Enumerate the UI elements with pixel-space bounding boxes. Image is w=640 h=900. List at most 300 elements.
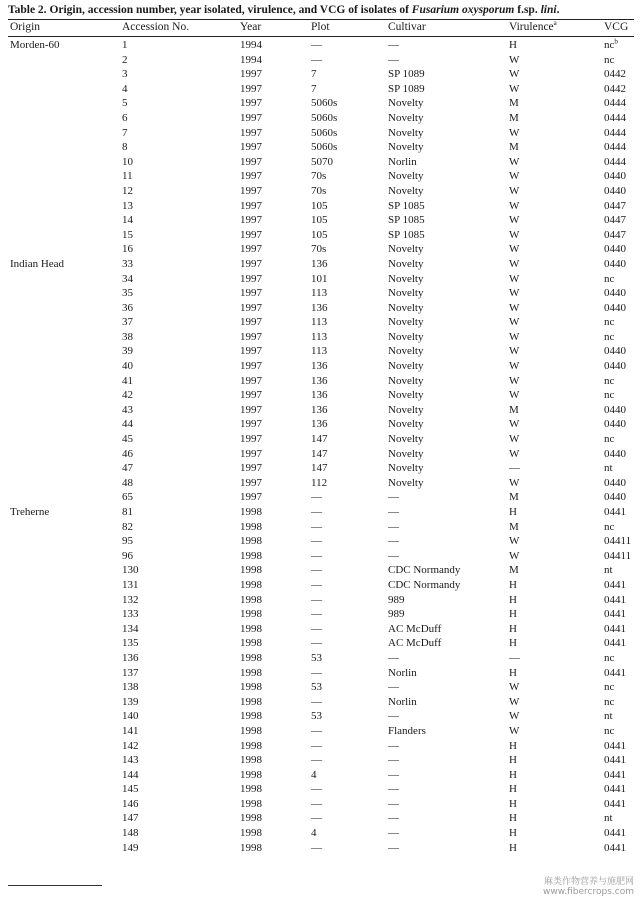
cell-virulence: W <box>509 418 520 431</box>
cell-accession: 16 <box>122 243 133 256</box>
cell-vcg <box>604 67 626 82</box>
table-row <box>0 447 640 462</box>
cell-vcg-value: 0441 <box>604 666 626 679</box>
caption-text-mid: f.sp. <box>514 4 541 16</box>
cell-accession: 5 <box>122 97 128 110</box>
cell-vcg <box>604 461 613 476</box>
cell-cultivar: — <box>388 39 399 51</box>
cell-year: 1997 <box>240 199 262 212</box>
cell-vcg <box>604 768 626 783</box>
cell-vcg <box>604 126 626 141</box>
cell-vcg-value: nc <box>604 520 615 533</box>
cell-virulence: W <box>509 374 520 387</box>
cell-year: 1997 <box>240 374 262 387</box>
cell-year: 1997 <box>240 184 262 197</box>
cell-accession: 46 <box>122 447 133 460</box>
cell-virulence: M <box>509 491 519 504</box>
cell-cultivar: Novelty <box>388 301 424 314</box>
cell-vcg-value: nc <box>604 374 615 387</box>
cell-vcg-value: 0447 <box>604 228 626 241</box>
cell-plot: — <box>311 549 322 562</box>
cell-plot: 70s <box>311 243 327 256</box>
cell-virulence: H <box>509 608 517 621</box>
cell-plot: 53 <box>311 710 322 723</box>
table-row <box>0 505 640 520</box>
table-row <box>0 709 640 724</box>
cell-cultivar: Novelty <box>388 330 424 343</box>
cell-cultivar: 989 <box>388 608 405 621</box>
cell-cultivar: 989 <box>388 593 405 606</box>
cell-virulence: H <box>509 666 517 679</box>
caption-text-after: . <box>556 4 560 16</box>
cell-year: 1998 <box>240 783 262 796</box>
cell-year: 1998 <box>240 608 262 621</box>
table-row <box>0 374 640 389</box>
cell-vcg-value: 0440 <box>604 287 626 300</box>
cell-plot: 5060s <box>311 97 338 110</box>
cell-cultivar: — <box>388 651 399 664</box>
cell-origin: Indian Head <box>10 257 65 270</box>
cell-virulence: W <box>509 272 520 285</box>
cell-year: 1998 <box>240 724 262 737</box>
cell-vcg <box>604 563 613 578</box>
cell-vcg <box>604 242 626 257</box>
cell-vcg <box>604 811 613 826</box>
cell-virulence: W <box>509 199 520 212</box>
cell-accession: 135 <box>122 637 139 650</box>
cell-cultivar: — <box>388 841 399 854</box>
cell-cultivar: Novelty <box>388 184 424 197</box>
cell-cultivar: — <box>388 827 399 840</box>
cell-year: 1998 <box>240 564 262 577</box>
table-row <box>0 82 640 97</box>
cell-year: 1998 <box>240 754 262 767</box>
cell-accession: 148 <box>122 827 139 840</box>
cell-cultivar: AC McDuff <box>388 637 442 650</box>
cell-plot: 105 <box>311 214 328 227</box>
cell-accession: 1 <box>122 39 128 51</box>
cell-virulence: H <box>509 812 517 825</box>
cell-accession: 4 <box>122 82 128 95</box>
cell-vcg <box>604 490 626 505</box>
cell-accession: 11 <box>122 170 133 183</box>
cell-vcg <box>604 578 626 593</box>
table-row <box>0 184 640 199</box>
cell-cultivar: Novelty <box>388 170 424 183</box>
cell-vcg-value: 0441 <box>604 506 626 518</box>
cell-plot: — <box>311 39 322 51</box>
cell-virulence: H <box>509 39 517 51</box>
cell-plot: 113 <box>311 330 328 343</box>
cell-virulence: W <box>509 447 520 460</box>
cell-vcg <box>604 301 626 316</box>
table-row <box>0 169 640 184</box>
cell-virulence: M <box>509 520 519 533</box>
cell-cultivar: Norlin <box>388 666 417 679</box>
cell-accession: 8 <box>122 141 128 154</box>
cell-plot: — <box>311 841 322 854</box>
cell-year: 1998 <box>240 812 262 825</box>
cell-year: 1997 <box>240 389 262 402</box>
cell-year: 1998 <box>240 827 262 840</box>
cell-virulence: H <box>509 578 517 591</box>
cell-vcg <box>604 826 626 841</box>
cell-virulence: H <box>509 797 517 810</box>
cell-cultivar: Novelty <box>388 287 424 300</box>
table-row <box>0 680 640 695</box>
cell-virulence: M <box>509 564 519 577</box>
cell-year: 1997 <box>240 243 262 256</box>
cell-virulence: H <box>509 593 517 606</box>
cell-vcg <box>604 374 614 389</box>
cell-accession: 6 <box>122 111 128 124</box>
cell-year: 1997 <box>240 170 262 183</box>
cell-cultivar: — <box>388 491 399 504</box>
cell-accession: 132 <box>122 593 139 606</box>
table-caption <box>8 3 632 17</box>
cell-year: 1997 <box>240 476 262 489</box>
cell-vcg-value: 04411 <box>604 549 632 562</box>
cell-vcg <box>604 841 626 856</box>
cell-vcg <box>604 549 631 564</box>
cell-cultivar: — <box>388 812 399 825</box>
cell-vcg <box>604 709 613 724</box>
cell-vcg <box>604 505 626 520</box>
cell-plot: 101 <box>311 272 328 285</box>
cell-accession: 3 <box>122 68 128 81</box>
cell-vcg-value: 04411 <box>604 535 632 548</box>
cell-year: 1998 <box>240 695 262 708</box>
cell-virulence: W <box>509 155 520 168</box>
cell-year: 1997 <box>240 126 262 139</box>
cell-vcg <box>604 359 626 374</box>
cell-vcg <box>604 680 614 695</box>
cell-vcg <box>604 257 626 272</box>
cell-vcg <box>604 330 614 345</box>
cell-vcg <box>604 534 631 549</box>
cell-virulence: W <box>509 243 520 256</box>
cell-accession: 149 <box>122 841 139 854</box>
cell-vcg-value: nt <box>604 710 613 723</box>
cell-plot: — <box>311 739 322 752</box>
cell-accession: 137 <box>122 666 139 679</box>
cell-vcg <box>604 286 626 301</box>
cell-vcg <box>604 782 626 797</box>
cell-cultivar: — <box>388 535 399 548</box>
cell-vcg-value: 0441 <box>604 622 626 635</box>
table-row <box>0 315 640 330</box>
cell-vcg-value: 0440 <box>604 360 626 373</box>
cell-accession: 37 <box>122 316 133 329</box>
table-row <box>0 826 640 841</box>
cell-year: 1998 <box>240 506 262 518</box>
table-row <box>0 301 640 316</box>
cell-virulence: H <box>509 637 517 650</box>
table-row <box>0 753 640 768</box>
cell-year: 1997 <box>240 97 262 110</box>
cell-vcg <box>604 315 614 330</box>
cell-vcg <box>604 199 626 214</box>
cell-cultivar: Norlin <box>388 155 417 168</box>
cell-cultivar: Novelty <box>388 97 424 110</box>
cell-plot: 147 <box>311 433 328 446</box>
cell-vcg-value: 0440 <box>604 184 626 197</box>
cell-vcg-value: 0442 <box>604 82 626 95</box>
cell-virulence: W <box>509 184 520 197</box>
cell-virulence: W <box>509 228 520 241</box>
cell-virulence: W <box>509 535 520 548</box>
cell-vcg-value: 0441 <box>604 797 626 810</box>
cell-year: 1997 <box>240 155 262 168</box>
cell-accession: 2 <box>122 53 128 66</box>
cell-plot: 147 <box>311 462 328 475</box>
cell-virulence: W <box>509 549 520 562</box>
cell-plot: — <box>311 593 322 606</box>
header-cultivar: Cultivar <box>388 21 426 33</box>
cell-plot: 136 <box>311 403 328 416</box>
cell-vcg-value: 0441 <box>604 578 626 591</box>
cell-vcg-value: nt <box>604 812 613 825</box>
table-row <box>0 344 640 359</box>
cell-accession: 65 <box>122 491 133 504</box>
table-row <box>0 96 640 111</box>
cell-accession: 96 <box>122 549 133 562</box>
cell-vcg <box>604 636 626 651</box>
cell-vcg <box>604 432 614 447</box>
cell-vcg-value: nc <box>604 39 615 51</box>
cell-virulence: W <box>509 724 520 737</box>
cell-virulence: W <box>509 330 520 343</box>
cell-plot: — <box>311 783 322 796</box>
cell-vcg-value: nc <box>604 724 615 737</box>
cell-cultivar: Novelty <box>388 360 424 373</box>
cell-vcg-value: 0447 <box>604 199 626 212</box>
cell-vcg-value: nc <box>604 681 615 694</box>
cell-accession: 81 <box>122 506 133 518</box>
cell-plot: — <box>311 695 322 708</box>
cell-plot: 53 <box>311 681 322 694</box>
cell-vcg <box>604 593 626 608</box>
cell-vcg <box>604 476 626 491</box>
cell-plot: 4 <box>311 768 317 781</box>
cell-year: 1998 <box>240 651 262 664</box>
cell-accession: 7 <box>122 126 128 139</box>
cell-vcg-value: 0442 <box>604 68 626 81</box>
cell-cultivar: Novelty <box>388 141 424 154</box>
footnote-rule <box>8 885 102 886</box>
cell-year: 1997 <box>240 403 262 416</box>
cell-vcg <box>604 622 626 637</box>
cell-vcg-value: 0447 <box>604 214 626 227</box>
cell-year: 1994 <box>240 53 262 66</box>
cell-accession: 41 <box>122 374 133 387</box>
table-row <box>0 126 640 141</box>
cell-vcg-value: 0441 <box>604 768 626 781</box>
header-virulence <box>509 21 557 33</box>
cell-vcg-value: nt <box>604 564 613 577</box>
header-vcg: VCG <box>604 21 629 33</box>
cell-year: 1998 <box>240 578 262 591</box>
cell-cultivar: — <box>388 768 399 781</box>
cell-plot: — <box>311 754 322 767</box>
cell-virulence: — <box>509 462 520 475</box>
cell-virulence: W <box>509 126 520 139</box>
cell-vcg-value: nc <box>604 651 615 664</box>
table-row <box>0 111 640 126</box>
table-row <box>0 578 640 593</box>
cell-year: 1998 <box>240 549 262 562</box>
cell-vcg-value: 0440 <box>604 491 626 504</box>
cell-year: 1997 <box>240 462 262 475</box>
cell-vcg-value: nc <box>604 53 615 66</box>
cell-accession: 42 <box>122 389 133 402</box>
cell-year: 1997 <box>240 272 262 285</box>
cell-vcg-value: nc <box>604 272 615 285</box>
cell-vcg-value: nc <box>604 330 615 343</box>
cell-accession: 147 <box>122 812 139 825</box>
cell-vcg-value: 0440 <box>604 301 626 314</box>
table-row <box>0 155 640 170</box>
cell-cultivar: Novelty <box>388 111 424 124</box>
cell-vcg-value: nc <box>604 695 615 708</box>
cell-accession: 14 <box>122 214 133 227</box>
cell-plot: 7 <box>311 82 317 95</box>
cell-virulence: W <box>509 301 520 314</box>
cell-plot: 5060s <box>311 111 338 124</box>
cell-year: 1997 <box>240 345 262 358</box>
cell-vcg-value: 0441 <box>604 608 626 621</box>
cell-cultivar: Flanders <box>388 724 426 737</box>
cell-virulence: H <box>509 768 517 781</box>
cell-accession: 141 <box>122 724 139 737</box>
cell-accession: 139 <box>122 695 139 708</box>
cell-cultivar: Novelty <box>388 447 424 460</box>
cell-accession: 44 <box>122 418 133 431</box>
cell-cultivar: SP 1089 <box>388 68 425 81</box>
cell-year: 1998 <box>240 637 262 650</box>
cell-vcg <box>604 213 626 228</box>
cell-accession: 134 <box>122 622 139 635</box>
cell-accession: 35 <box>122 287 133 300</box>
cell-accession: 136 <box>122 651 139 664</box>
cell-virulence: H <box>509 754 517 767</box>
cell-year: 1997 <box>240 287 262 300</box>
cell-vcg <box>604 155 626 170</box>
cell-year: 1998 <box>240 841 262 854</box>
cell-accession: 133 <box>122 608 139 621</box>
cell-year: 1998 <box>240 593 262 606</box>
cell-vcg <box>604 797 626 812</box>
cell-cultivar: Novelty <box>388 126 424 139</box>
cell-virulence: W <box>509 681 520 694</box>
watermark-line-2: www.fibercrops.com <box>543 887 634 897</box>
cell-vcg-value: 0440 <box>604 403 626 416</box>
cell-cultivar: SP 1085 <box>388 214 425 227</box>
table-body <box>0 38 640 855</box>
cell-vcg <box>604 169 626 184</box>
cell-cultivar: Novelty <box>388 272 424 285</box>
cell-vcg <box>604 695 614 710</box>
cell-vcg <box>604 739 626 754</box>
cell-accession: 140 <box>122 710 139 723</box>
cell-cultivar: Novelty <box>388 345 424 358</box>
cell-cultivar: — <box>388 549 399 562</box>
vcg-footnote: b <box>614 37 618 46</box>
table-row <box>0 768 640 783</box>
cell-year: 1998 <box>240 681 262 694</box>
cell-cultivar: Novelty <box>388 403 424 416</box>
cell-virulence: H <box>509 506 517 518</box>
cell-virulence: H <box>509 841 517 854</box>
cell-year: 1997 <box>240 491 262 504</box>
cell-accession: 40 <box>122 360 133 373</box>
watermark-line-1: 麻类作物营养与施肥网 <box>543 877 634 887</box>
cell-origin: Morden-60 <box>10 39 60 51</box>
cell-accession: 34 <box>122 272 133 285</box>
cell-vcg <box>604 520 614 535</box>
cell-plot: 136 <box>311 360 328 373</box>
table-row <box>0 359 640 374</box>
cell-vcg-value: 0441 <box>604 754 626 767</box>
cell-vcg <box>604 651 614 666</box>
cell-vcg <box>604 344 626 359</box>
cell-virulence: W <box>509 710 520 723</box>
cell-cultivar: SP 1085 <box>388 199 425 212</box>
cell-year: 1998 <box>240 520 262 533</box>
cell-vcg <box>604 403 626 418</box>
cell-virulence: W <box>509 433 520 446</box>
cell-virulence: H <box>509 622 517 635</box>
cell-origin: Treherne <box>10 506 50 518</box>
table-row <box>0 140 640 155</box>
cell-plot: — <box>311 608 322 621</box>
cell-virulence: — <box>509 651 520 664</box>
cell-virulence: W <box>509 345 520 358</box>
table-row <box>0 417 640 432</box>
cell-year: 1998 <box>240 710 262 723</box>
cell-vcg-value: nc <box>604 433 615 446</box>
table-top-rule <box>8 19 634 20</box>
cell-virulence: W <box>509 214 520 227</box>
caption-text-before: Origin, accession number, year isolated, virulence, and VCG of isolates of <box>46 4 412 16</box>
cell-accession: 12 <box>122 184 133 197</box>
cell-cultivar: — <box>388 506 399 518</box>
cell-virulence: M <box>509 403 519 416</box>
cell-accession: 138 <box>122 681 139 694</box>
cell-plot: 53 <box>311 651 322 664</box>
cell-plot: — <box>311 520 322 533</box>
cell-plot: 136 <box>311 418 328 431</box>
cell-plot: 4 <box>311 827 317 840</box>
cell-vcg <box>604 447 626 462</box>
header-plot: Plot <box>311 21 330 33</box>
table-row <box>0 811 640 826</box>
cell-vcg-value: 0441 <box>604 841 626 854</box>
cell-plot: — <box>311 578 322 591</box>
cell-plot: — <box>311 666 322 679</box>
table-row <box>0 228 640 243</box>
cell-year: 1997 <box>240 316 262 329</box>
table-row <box>0 388 640 403</box>
cell-year: 1997 <box>240 360 262 373</box>
cell-plot: 136 <box>311 389 328 402</box>
cell-year: 1997 <box>240 82 262 95</box>
cell-plot: — <box>311 622 322 635</box>
cell-vcg <box>604 724 614 739</box>
table-row <box>0 520 640 535</box>
cell-vcg-value: 0440 <box>604 243 626 256</box>
cell-year: 1997 <box>240 418 262 431</box>
